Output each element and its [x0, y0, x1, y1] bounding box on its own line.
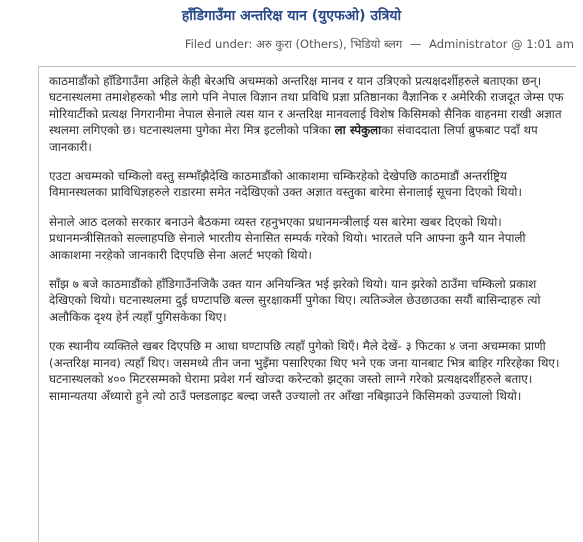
- post-body: [38, 66, 576, 542]
- paragraph-1: काठमाडौंको हाँडिगाउँमा अहिले केही बेरअघि अचम्मको अन्तरिक्ष मानव र यान उत्रिएको प्रत्यक्षदर्शीहरुले बताएका छन्। घटनास्थलमा तमाशेहरुको भीड लागे पनि नेपाल विज्ञान तथा प्रविधि प्रज्ञा प्रतिष्ठानका वैज्ञानिक र अमेरिकी राजदूत जेम्स एफ मोरियार्टीको प्रत्यक्ष निगरानीमा नेपाल सेनाले त्यस यान र अन्तरिक्ष मानवलाई विशेष किसिमको सैनिक वाहनमा राखी अज्ञात स्थलमा लगिएको छ। घटनास्थलमा पुगेका मेरा मित्र इटलीको पत्रिका ला स्पेकुलाका संवाददाता लिर्पा ब्रुफबाट पदाँ थप जानकारी।: [49, 74, 564, 154]
- category-link-others[interactable]: अरु कुरा (Others): [256, 37, 344, 51]
- meta-separator: —: [409, 37, 422, 51]
- post-meta: Filed under: अरु कुरा (Others), भिडियो ब्लग — Administrator @ 1:01 am: [184, 37, 574, 51]
- author-name: Administrator: [429, 37, 508, 51]
- paragraph-4: साँझ ७ बजे काठमाडौंको हाँडिगाउँनजिकै उक्त यान अनियन्त्रित भई झरेको थियो। यान झरेको ठाउँमा चम्किलो प्रकाश देखिएको थियो। घटनास्थलमा दुई घण्टापछि बल्ल सुरक्षाकर्मी पुगेका थिए। त्यतिञ्जेल छेउछाउका सयौं बासिन्दाहरु त्यो अलौकिक दृश्य हेर्न त्यहाँ पुगिसकेका थिए।: [49, 277, 541, 324]
- post-title[interactable]: हाँडिगाउँमा अन्तरिक्ष यान (युएफओ) उत्रियो: [181, 8, 402, 24]
- category-link-video-blog[interactable]: भिडियो ब्लग: [350, 37, 403, 51]
- post-time: @ 1:01 am: [511, 37, 574, 51]
- paragraph-3: सेनाले आठ दलको सरकार बनाउने बैठकमा व्यस्त रहनुभएका प्रधानमन्त्रीलाई यस बारेमा खबर दिएको थियो। प्रधानमन्त्रीसितको सल्लाहपछि सेनाले भारतीय सेनासित सम्पर्क गरेको थियो। भारतले पनि आफ्ना कुनै यान नेपाली आकाशमा नरहेको जानकारी दिएपछि सेना अलर्ट भएको थियो।: [49, 214, 526, 262]
- newspaper-name: ला स्पेकुला: [334, 123, 382, 138]
- filed-under-label: Filed under:: [184, 37, 253, 51]
- paragraph-5: एक स्थानीय व्यक्तिले खबर दिएपछि म आधा घण्टापछि त्यहाँ पुगेको थिएँ। मैले देखें- ३ फिटका ४ जना अचम्मका प्राणी (अन्तरिक्ष मानव) त्यहाँ थिए। जसमध्ये तीन जना भुइँमा पसारिएका थिए भने एक जना यानबाट भित्र बाहिर गरिरहेका थिए। घटनास्थलको ४०० मिटरसम्मको घेरामा प्रवेश गर्न खोज्दा करेन्टको झट्का जस्तो लाग्ने गरेको प्रत्यक्षदर्शीहरुले बताए। सामान्यतया अँध्यारो हुने त्यो ठाउँ फ्लडलाइट बल्दा जस्तै उज्यालो तर आँखा नबिझाउने किसिमको उज्यालो थियो।: [49, 339, 560, 403]
- paragraph-2: एउटा अचम्मको चम्किलो वस्तु सम्भाँझैदेखि काठमाडौंको आकाशमा चम्किरहेको देखेपछि काठमाडौं अन्तर्राष्ट्रिय विमानस्थलका प्राविधिज्ञहरुले राडारमा समेत नदेखिएको उक्त अज्ञात वस्तुका बारेमा सेनालाई सूचना दिएको थियो।: [49, 169, 522, 200]
